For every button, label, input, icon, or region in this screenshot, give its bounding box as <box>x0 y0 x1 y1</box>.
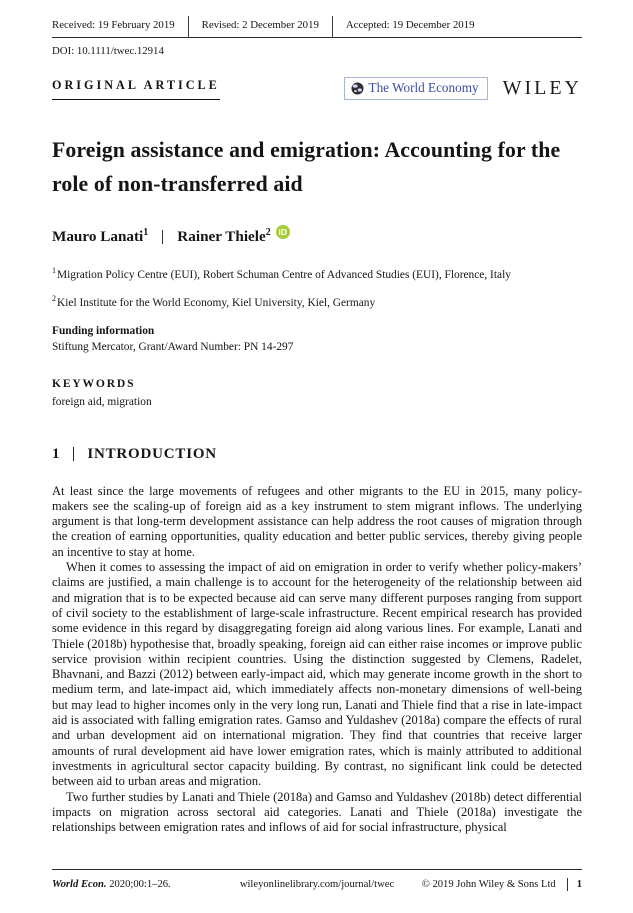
section-number: 1 <box>52 445 61 462</box>
footer-url: wileyonlinelibrary.com/journal/twec <box>239 879 395 890</box>
received-date: Received: 19 February 2019 <box>52 16 189 37</box>
footer-citation <box>52 879 229 890</box>
publisher-wordmark: WILEY <box>502 77 582 99</box>
keywords-block <box>52 377 582 408</box>
citation-detail: 2020;00:1–26. <box>106 879 171 890</box>
affiliation: $^1$Migration Policy Centre (EUI), Robert Schuman Centre of Advanced Studies (EUI), Florence, Italy <box>52 266 511 281</box>
author-separator <box>162 230 163 244</box>
footer-separator <box>567 878 568 891</box>
author-name: Rainer Thiele$^2$ <box>177 226 271 245</box>
accepted-date: Accepted: 19 December 2019 <box>345 19 475 31</box>
keywords-label: KEYWORDS <box>52 376 136 390</box>
paragraph: At least since the large movements of refugees and other migrants to the EU in 2015, many policy-makers see the scaling-up of foreign aid as a key instrument to stem migrant inflows. The underlying argument is that long-term development assistance can help address the root causes of migration through the creation of earning opportunities, quality education and better public services, thereby giving people an incentive to stay at home. <box>52 483 582 559</box>
copyright-notice: © 2019 John Wiley & Sons Ltd <box>421 879 556 890</box>
article-title: Foreign assistance and emigration: Accounting for the role of non-transferred aid <box>52 138 561 196</box>
paragraph: Two further studies by Lanati and Thiele (2018a) and Gamso and Yuldashev (2018b) detect differential impacts on migration across sectoral aid categories. Lanati and Thiele (2018a) investigate the relationships between emigration rates and inflows of aid for social infrastructure, physical <box>52 789 582 835</box>
masthead <box>52 78 582 100</box>
keywords-text: foreign aid, migration <box>52 395 152 408</box>
masthead-branding <box>344 77 582 100</box>
funding-block <box>52 325 582 353</box>
section-title: INTRODUCTION <box>87 445 217 462</box>
affiliation-list <box>52 263 582 311</box>
doi: DOI: 10.1111/twec.12914 <box>52 45 164 57</box>
page-footer <box>52 869 582 891</box>
orcid-icon[interactable]: iD <box>276 225 290 239</box>
journal-badge[interactable] <box>344 77 488 100</box>
author-list <box>52 228 582 246</box>
heading-separator <box>73 447 74 461</box>
submission-history-bar <box>52 16 582 38</box>
section-body <box>52 484 582 836</box>
journal-name: The World Economy <box>368 80 479 95</box>
page-number: 1 <box>576 879 583 890</box>
affiliation: $^2$Kiel Institute for the World Economy, Kiel University, Kiel, Germany <box>52 293 376 309</box>
section-heading <box>52 446 582 463</box>
globe-icon <box>351 82 364 95</box>
journal-abbreviation: World Econ. <box>52 879 107 890</box>
footer-copyright-group <box>405 878 582 891</box>
revised-date: Revised: 2 December 2019 <box>189 16 333 37</box>
article-type-label: ORIGINAL ARTICLE <box>52 78 220 100</box>
paragraph: When it comes to assessing the impact of aid on emigration in order to verify whether policy-makers’ claims are justified, a main challenge is to account for the heterogeneity of the relationship between aid and migration that is to be expected because aid can serve many different purposes ranging from support of civil society to the establishment of large-scale infrastructure. Recent empirical research has provided some evidence in this regard by disaggregating foreign aid along various lines. For example, Lanati and Thiele (2018b) hypothesise that, broadly speaking, foreign aid can either raise incomes or improve public service provision within recipient countries. Using the distinction suggested by Clemens, Radelet, Bhavnani, and Bazzi (2012) between early-impact aid, which may generate income growth in the short to medium term, and late-impact aid, which immediately affects non-monetary dimensions of well-being but may lead to higher incomes only in the very long run, Lanati and Thiele find that a rise in late-impact aid is associated with falling emigration rates. Gamso and Yuldashev (2018a) compare the effects of rural and urban development aid on international migration. They find that countries that receive larger amounts of rural development aid have lower emigration rates, which is mainly attributed to additional investments in agricultural sector capacity building. By contrast, no significant link could be detected between aid to urban areas and migration. <box>52 560 582 789</box>
funding-text: Stiftung Mercator, Grant/Award Number: PN 14-297 <box>52 340 294 353</box>
author-name: Mauro Lanati$^1$ <box>52 226 149 245</box>
funding-label: Funding information <box>52 324 155 337</box>
